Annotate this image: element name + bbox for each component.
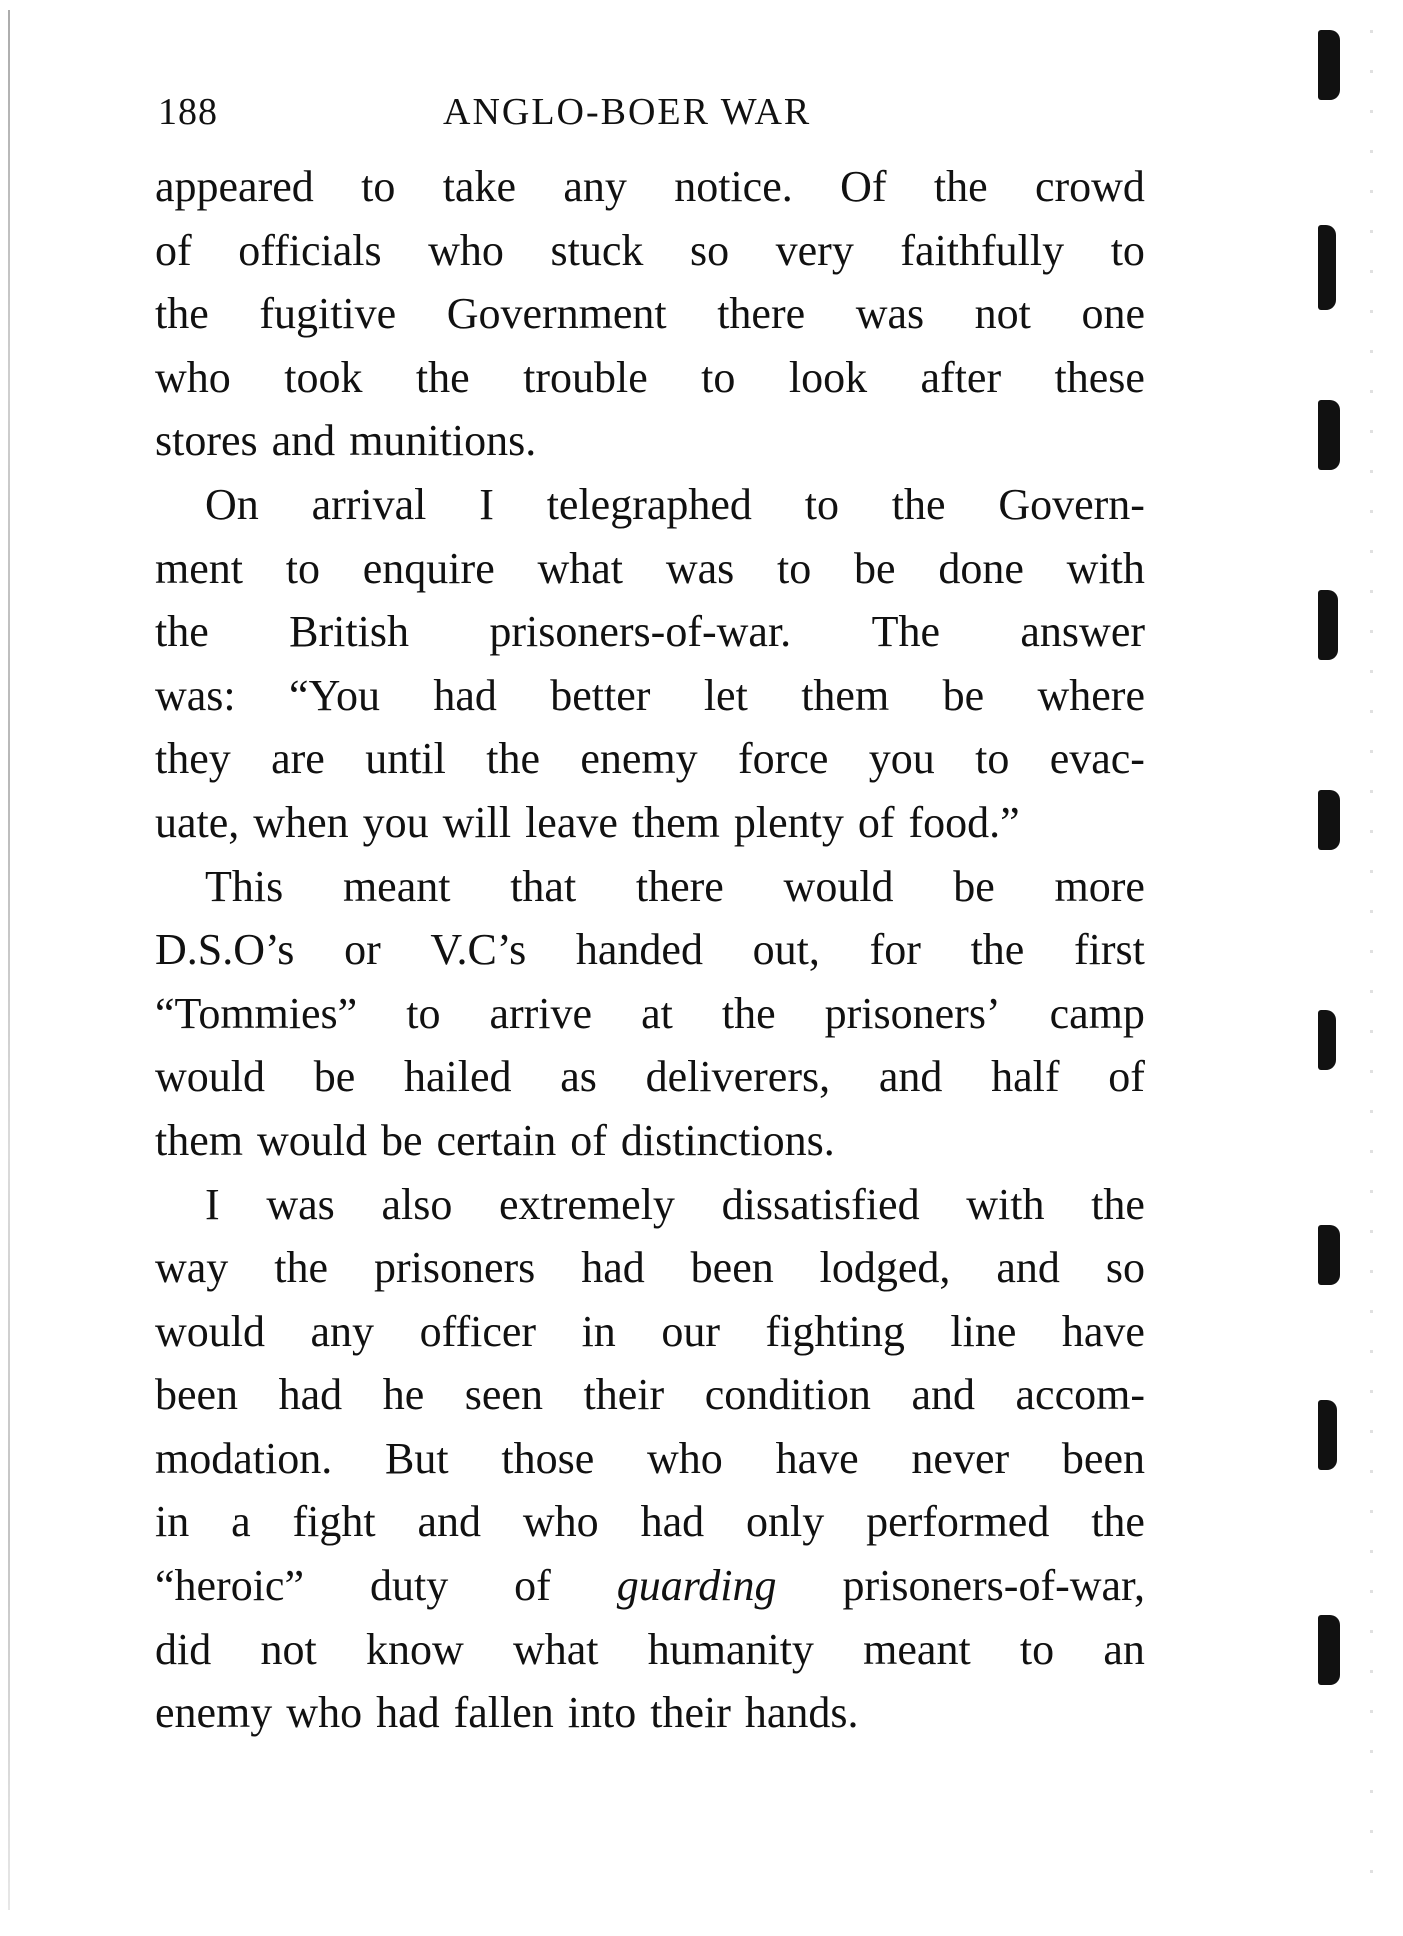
text-line: D.S.O’s or V.C’s handed out, for the first bbox=[155, 925, 1145, 975]
binding-mark bbox=[1318, 1400, 1337, 1470]
text-line: was: “You had better let them be where bbox=[155, 670, 1145, 720]
text-line: “Tommies” to arrive at the prisoners’ camp bbox=[155, 988, 1145, 1038]
text-line: been had he seen their condition and accom- bbox=[155, 1370, 1145, 1420]
text-line: who took the trouble to look after these bbox=[155, 352, 1145, 402]
text-line: stores and munitions. bbox=[155, 416, 537, 466]
text-line: This meant that there would be more bbox=[205, 861, 1145, 911]
binding-mark bbox=[1318, 1225, 1340, 1285]
binding-mark bbox=[1318, 400, 1340, 470]
text-line: ment to enquire what was to be done with bbox=[155, 543, 1145, 593]
binding-mark bbox=[1318, 590, 1338, 660]
text-line: On arrival I telegraphed to the Govern- bbox=[205, 479, 1145, 529]
text-line: in a fight and who had only performed the bbox=[155, 1497, 1145, 1547]
binding-mark bbox=[1318, 30, 1340, 100]
text-line: did not know what humanity meant to an bbox=[155, 1624, 1145, 1674]
binding-mark bbox=[1318, 225, 1336, 310]
text-line: enemy who had fallen into their hands. bbox=[155, 1688, 859, 1738]
gutter-line bbox=[8, 10, 10, 1910]
running-head bbox=[158, 90, 1158, 146]
text-line: would any officer in our fighting line have bbox=[155, 1306, 1145, 1356]
text-line: the fugitive Government there was not one bbox=[155, 289, 1145, 339]
binding-mark bbox=[1318, 1615, 1340, 1685]
text-line: way the prisoners had been lodged, and so bbox=[155, 1243, 1145, 1293]
text-line: “heroic” duty of guarding prisoners-of-war, bbox=[155, 1561, 1145, 1611]
text-line: appeared to take any notice. Of the crowd bbox=[155, 162, 1145, 211]
body-text bbox=[155, 155, 1145, 1745]
page-number: 188 bbox=[158, 91, 218, 133]
text-line: of officials who stuck so very faithfully to bbox=[155, 225, 1145, 275]
text-line: them would be certain of distinctions. bbox=[155, 1115, 835, 1165]
text-line: I was also extremely dissatisfied with the bbox=[205, 1179, 1145, 1229]
page-edge bbox=[1370, 30, 1373, 1910]
text-line: they are until the enemy force you to evac- bbox=[155, 734, 1145, 784]
text-line: uate, when you will leave them plenty of food.” bbox=[155, 797, 1020, 847]
running-title: ANGLO-BOER WAR bbox=[443, 91, 812, 133]
text-line: modation. But those who have never been bbox=[155, 1433, 1145, 1483]
binding-mark bbox=[1318, 790, 1340, 850]
binding-mark bbox=[1318, 1010, 1336, 1070]
text-line: would be hailed as deliverers, and half of bbox=[155, 1052, 1145, 1102]
text-line: the British prisoners-of-war. The answer bbox=[155, 607, 1145, 657]
